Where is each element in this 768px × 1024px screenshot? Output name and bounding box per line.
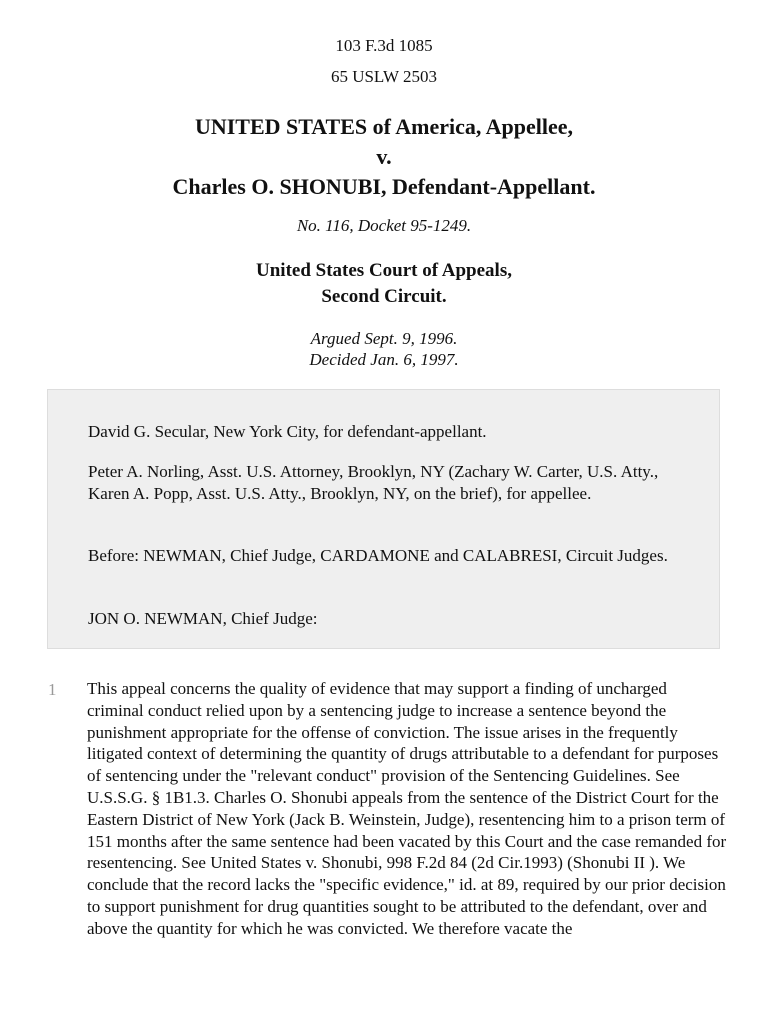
panel-judges: Before: NEWMAN, Chief Judge, CARDAMONE and CALABRESI, Circuit Judges. [88,546,668,565]
decision-dates [0,328,768,370]
citation-uslw: 65 USLW 2503 [330,67,438,86]
counsel-appellant: David G. Secular, New York City, for defendant-appellant. [88,422,487,441]
court-name-line-2: Second Circuit. [321,286,447,307]
caption-appellee: UNITED STATES of America, Appellee, [194,114,574,139]
counsel-appellee: Peter A. Norling, Asst. U.S. Attorney, Brooklyn, NY (Zachary W. Carter, U.S. Atty., Karen A. Popp, Asst. U.S. Atty., Brooklyn, NY, on the brief), for appellee. [88,462,659,503]
counsel-box [47,389,720,649]
court-name-line-1: United States Court of Appeals, [256,260,512,281]
court-name [0,258,768,310]
citation-reporter: 103 F.3d 1085 [335,36,433,55]
opinion-paragraph: This appeal concerns the quality of evidence that may support a finding of uncharged criminal conduct relied upon by a sentencing judge to increase a sentence beyond the punishment appropriate for the offense of conviction. The issue arises in the frequently litigated context of determining the quantity of drugs attributable to a defendant for purposes of sentencing under the "relevant conduct" provision of the Sentencing Guidelines. See U.S.S.G. § 1B1.3. Charles O. Shonubi appeals from the sentence of the District Court for the Eastern District of New York (Jack B. Weinstein, Judge), resentencing him to a prison term of 151 months after the same sentence had been vacated by this Court and the case remanded for resentencing. See United States v. Shonubi, 998 F.2d 84 (2d Cir.1993) (Shonubi II ). We conclude that the record lacks the "specific evidence," id. at 89, required by our prior decision to support punishment for drug quantities sought to be attributed to the defendant, over and above the quantity for which he was convicted. We therefore vacate the [87,679,727,938]
caption-versus: v. [376,144,392,169]
opinion-author: JON O. NEWMAN, Chief Judge: [88,609,318,628]
caption-appellant: Charles O. SHONUBI, Defendant-Appellant. [172,174,596,199]
docket-number: No. 116, Docket 95-1249. [296,216,472,235]
argued-date: Argued Sept. 9, 1996. [310,329,458,348]
case-caption [0,112,768,202]
paragraph-number: 1 [48,680,57,699]
decided-date: Decided Jan. 6, 1997. [309,350,459,369]
